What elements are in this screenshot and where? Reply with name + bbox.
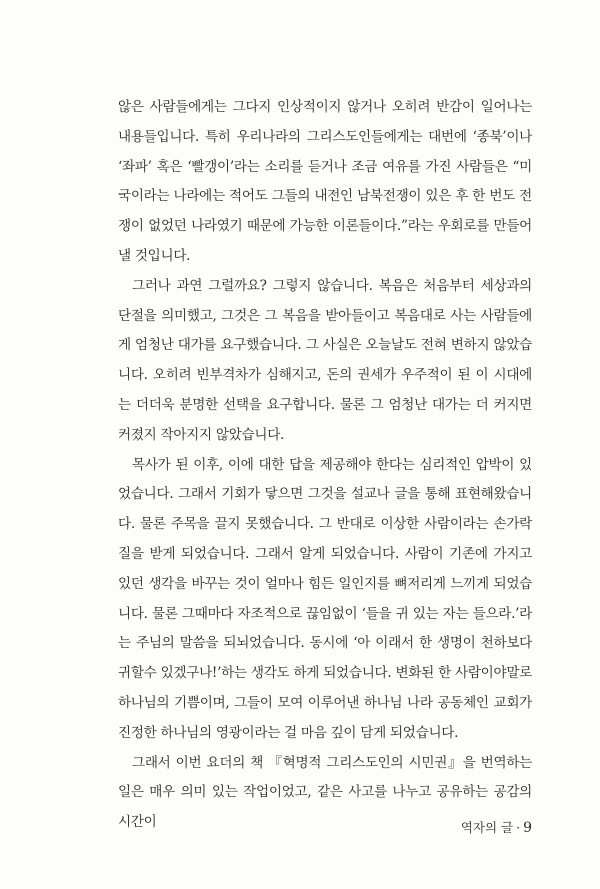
page-footer	[461, 818, 532, 836]
page-number: 9	[523, 820, 532, 836]
footer-separator: ·	[516, 820, 521, 835]
body-text	[118, 93, 532, 838]
paragraph-3: 목사가 된 이후, 이에 대한 답을 제공해야 한다는 심리적인 압박이 있었습니다. 그래서 기회가 닿으면 그것을 설교나 글을 통해 표현해왔습니다. 물론 주목을 끌지 못했습니다. 그 반대로 이상한 사람이라는 손가락질을 받게 되었습니다. 그래서 알게 되었습니다. 사람이 기존에 가지고 있던 생각을 바꾸는 것이 얼마나 힘든 일인지를 뼈저리게 느끼게 되었습니다. 물론 그때마다 자조적으로 끊임없이 ‘들을 귀 있는 자는 들으라.’라는 주님의 말씀을 되뇌었습니다. 동시에 ‘아 이래서 한 생명이 천하보다 귀할수 있겠구나!’하는 생각도 하게 되었습니다. 변화된 한 사람이야말로 하나님의 기쁨이며, 그들이 모여 이루어낸 하나님 나라 공동체인 교회가 진정한 하나님의 영광이라는 걸 마음 깊이 담게 되었습니다.	[118, 456, 532, 741]
paragraph-4: 그래서 이번 요더의 책 『혁명적 그리스도인의 시민권』을 번역하는 일은 매우 의미 있는 작업이었고, 같은 사고를 나누고 공유하는 공감의 시간이	[118, 754, 532, 831]
running-head: 역자의 글	[460, 820, 514, 835]
paragraph-2: 그러나 과연 그럴까요? 그렇지 않습니다. 복음은 처음부터 세상과의 단절을 의미했고, 그것은 그 복음을 받아들이고 복음대로 사는 사람들에게 엄청난 대가를 요구했습니다. 그 사실은 오늘날도 전혀 변하지 않았습니다. 오히려 빈부격차가 심해지고, 돈의 권세가 우주적이 된 이 시대에는 더더욱 분명한 선택을 요구합니다. 물론 그 엄청난 대가는 더 커지면 커졌지 작아지지 않았습니다.	[118, 277, 532, 443]
paragraph-1: 않은 사람들에게는 그다지 인상적이지 않거나 오히려 반감이 일어나는 내용들입니다. 특히 우리나라의 그리스도인들에게는 대번에 ‘종북’이나 ‘좌파’ 혹은 ‘빨갱이’라는 소리를 듣거나 조금 여유를 가진 사람들은 “미국이라는 나라에는 적어도 그들의 내전인 남북전쟁이 있은 후 한 번도 전쟁이 없었던 나라였기 때문에 가능한 이론들이다.”라는 우회로를 만들어낼 것입니다.	[118, 99, 532, 264]
